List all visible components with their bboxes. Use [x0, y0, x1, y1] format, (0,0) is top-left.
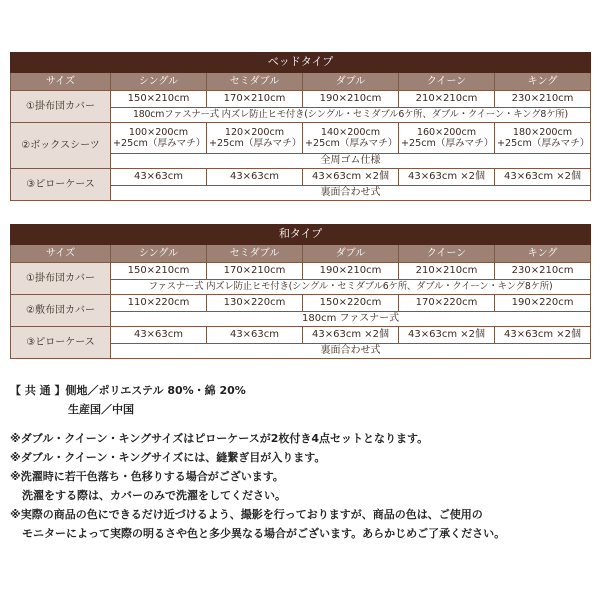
pillow-note: 裏面合わせ式 [111, 344, 591, 359]
size-cell [303, 123, 399, 154]
table-row [11, 169, 591, 186]
size-line: 180×200cm [512, 126, 573, 138]
size-line: 100×200cm [128, 126, 189, 138]
header-king: キング [495, 245, 591, 263]
size-cell [399, 123, 495, 154]
header-semi-double: セミダブル [207, 245, 303, 263]
row-label-pillow-case: ③ピローケース [11, 327, 111, 359]
wa-table-title: 和タイプ [11, 225, 591, 245]
size-cell: 170×210cm [207, 263, 303, 280]
header-single: シングル [111, 73, 207, 91]
wa-type-size-table [10, 224, 591, 359]
gusset-line: +25cm（厚みマチ） [113, 138, 206, 149]
size-cell: 43×63cm ×2個 [495, 169, 591, 186]
gusset-line: +25cm（厚みマチ） [497, 138, 590, 149]
size-line: 120×200cm [224, 126, 285, 138]
common-label: 【 共 通 】 [10, 384, 66, 397]
size-cell: 190×210cm [303, 91, 399, 108]
pillow-note: 裏面合わせ式 [111, 186, 591, 201]
size-cell: 230×210cm [495, 263, 591, 280]
table-row [11, 91, 591, 108]
material-text: 側地／ポリエステル 80%・綿 20% [65, 384, 246, 397]
bed-table-title: ベッドタイプ [11, 53, 591, 73]
row-label-mattress-cover: ②敷布団カバー [11, 295, 111, 327]
size-cell: 150×210cm [111, 91, 207, 108]
size-cell [207, 123, 303, 154]
size-line: 160×200cm [416, 126, 477, 138]
header-queen: クイーン [399, 73, 495, 91]
row-label-pillow-case: ③ピローケース [11, 169, 111, 201]
header-double: ダブル [303, 245, 399, 263]
duvet-note: ファスナー式 内ズレ防止ヒモ付き(シングル・セミダブル6ケ所、ダブル・クイーン・キング8ケ所) [111, 280, 591, 295]
bed-header-row [11, 73, 591, 91]
bed-type-size-table [10, 52, 591, 201]
row-label-duvet-cover: ①掛布団カバー [11, 263, 111, 295]
header-semi-double: セミダブル [207, 73, 303, 91]
gusset-line: +25cm（厚みマチ） [305, 138, 398, 149]
material-line [10, 381, 595, 400]
size-cell: 110×220cm [111, 295, 207, 312]
size-line: 140×200cm [320, 126, 381, 138]
size-cell: 43×63cm ×2個 [303, 169, 399, 186]
size-cell: 43×63cm ×2個 [495, 327, 591, 344]
size-cell: 43×63cm [111, 327, 207, 344]
size-cell: 130×220cm [207, 295, 303, 312]
table-row [11, 295, 591, 312]
box-sheet-note: 全周ゴム仕様 [111, 154, 591, 169]
header-size: サイズ [11, 245, 111, 263]
size-cell: 150×220cm [303, 295, 399, 312]
size-cell: 150×210cm [111, 263, 207, 280]
size-cell: 170×210cm [207, 91, 303, 108]
size-cell: 43×63cm [207, 169, 303, 186]
header-king: キング [495, 73, 591, 91]
size-cell: 43×63cm [207, 327, 303, 344]
note-item: ※ダブル・クイーン・キングサイズには、縫繋ぎ目が入ります。 [10, 451, 326, 464]
table-row [11, 263, 591, 280]
row-label-box-sheet: ②ボックスシーツ [11, 123, 111, 169]
table-row [11, 123, 591, 154]
origin-text: 生産国／中国 [68, 403, 134, 416]
notes-block [10, 429, 595, 543]
gusset-line: +25cm（厚みマチ） [401, 138, 494, 149]
note-item: モニターによって実際の明るさや色と多少異なる場合がございます。あらかじめご了承ください。 [22, 527, 506, 540]
header-double: ダブル [303, 73, 399, 91]
size-cell: 190×210cm [303, 263, 399, 280]
size-cell: 43×63cm ×2個 [399, 327, 495, 344]
mattress-note: 180cm ファスナー式 [111, 312, 591, 327]
size-cell: 43×63cm ×2個 [303, 327, 399, 344]
wa-header-row [11, 245, 591, 263]
size-cell [111, 123, 207, 154]
note-item: ※実際の商品の色にできるだけ近づけるよう、撮影を行っておりますが、商品の色は、ご使用の [10, 508, 483, 521]
size-cell: 230×210cm [495, 91, 591, 108]
note-item: ※ダブル・クイーン・キングサイズはピローケースが2枚付き4点セットとなります。 [10, 432, 429, 445]
row-label-duvet-cover: ①掛布団カバー [11, 91, 111, 123]
size-cell: 210×210cm [399, 263, 495, 280]
header-single: シングル [111, 245, 207, 263]
size-cell: 170×220cm [399, 295, 495, 312]
common-spec [10, 381, 595, 419]
note-item: ※洗濯時に若干色落ち・色移りする場合がございます。 [10, 470, 284, 483]
size-cell: 43×63cm ×2個 [399, 169, 495, 186]
gusset-line: +25cm（厚みマチ） [209, 138, 302, 149]
header-queen: クイーン [399, 245, 495, 263]
duvet-note: 180cmファスナー式 内ズレ防止ヒモ付き(シングル・セミダブル6ケ所、ダブル・クイーン・キング8ケ所) [111, 108, 591, 123]
header-size: サイズ [11, 73, 111, 91]
size-cell: 190×220cm [495, 295, 591, 312]
size-cell: 210×210cm [399, 91, 495, 108]
size-cell: 43×63cm [111, 169, 207, 186]
table-row [11, 327, 591, 344]
note-item: 洗濯をする際は、カバーのみで洗濯をしてください。 [22, 489, 286, 502]
size-cell [495, 123, 591, 154]
